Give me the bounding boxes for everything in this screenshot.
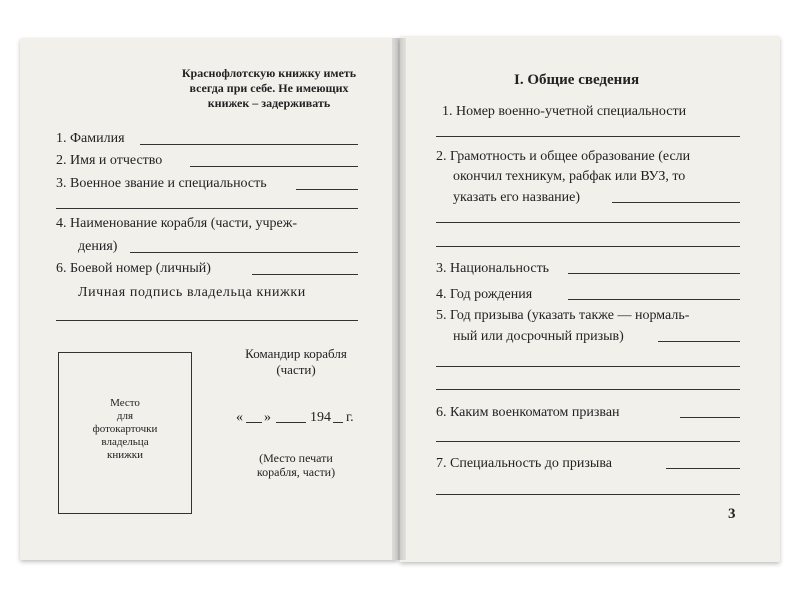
item-5-label-cont: ный или досрочный призыв)	[453, 329, 624, 344]
date-month-line[interactable]	[276, 422, 306, 423]
item-1-label: 1. Номер военно-учетной специальности	[442, 104, 687, 119]
field-name-label: 2. Имя и отчество	[56, 153, 163, 168]
photo-caption-4: владельца	[101, 436, 149, 448]
date-close-quote: »	[264, 410, 271, 425]
item-2-label-cont2: указать его название)	[453, 190, 581, 205]
page-number: 3	[728, 506, 736, 522]
book-spine	[392, 38, 406, 560]
item-6-line-2[interactable]	[436, 441, 740, 442]
signature-line[interactable]	[56, 320, 358, 321]
item-3-line[interactable]	[568, 273, 740, 274]
item-2-label-cont: окончил техникум, рабфак или ВУЗ, то	[453, 169, 686, 184]
item-6-label: 6. Каким военкоматом призван	[436, 405, 620, 420]
commander-line-2: (части)	[276, 362, 316, 377]
field-surname-line[interactable]	[140, 144, 358, 145]
photo-caption-5: книжки	[107, 449, 143, 461]
item-2-line[interactable]	[612, 202, 740, 203]
item-7-label: 7. Специальность до призыва	[436, 456, 612, 471]
field-rank-line-2[interactable]	[56, 208, 358, 209]
photo-box	[58, 352, 192, 514]
item-3-label: 3. Национальность	[436, 261, 550, 276]
item-5-label: 5. Год призыва (указать также — нормаль-	[436, 308, 690, 323]
commander-line-1: Командир корабля	[245, 346, 347, 361]
item-6-line[interactable]	[680, 417, 740, 418]
photo-caption-1: Место	[110, 397, 140, 409]
signature-label: Личная подпись владельца книжки	[78, 285, 306, 300]
item-2-label: 2. Грамотность и общее образование (если	[436, 149, 691, 164]
date-year: 194	[310, 410, 331, 425]
date-day-line[interactable]	[246, 422, 262, 423]
field-ship-label: 4. Наименование корабля (части, учреж-	[56, 216, 298, 231]
field-surname-label: 1. Фамилия	[56, 131, 125, 146]
date-suffix: г.	[346, 410, 354, 425]
item-1-line[interactable]	[436, 136, 740, 137]
field-ship-label-cont: дения)	[78, 239, 118, 254]
item-4-line[interactable]	[568, 299, 740, 300]
header-line-1: Краснофлотскую книжку иметь	[181, 66, 357, 80]
item-2-line-2[interactable]	[436, 222, 740, 223]
item-5-line-3[interactable]	[436, 389, 740, 390]
item-5-line-2[interactable]	[436, 366, 740, 367]
photo-caption-3: фотокарточки	[92, 423, 158, 435]
item-7-line[interactable]	[666, 468, 740, 469]
item-4-label: 4. Год рождения	[436, 287, 533, 302]
field-rank-line[interactable]	[296, 189, 358, 190]
field-name-line[interactable]	[190, 166, 358, 167]
field-rank-label: 3. Военное звание и специальность	[56, 176, 267, 191]
header-line-3: книжек – задерживать	[207, 96, 331, 110]
item-7-line-2[interactable]	[436, 494, 740, 495]
section-title: I. Общие сведения	[514, 72, 640, 88]
field-combat-label: 6. Боевой номер (личный)	[56, 261, 211, 276]
item-5-line[interactable]	[658, 341, 740, 342]
date-open-quote: «	[236, 410, 243, 425]
stamp-line-2: корабля, части)	[256, 465, 336, 479]
stamp-line-1: (Место печати	[259, 451, 333, 465]
field-combat-line[interactable]	[252, 274, 358, 275]
field-ship-line[interactable]	[130, 252, 358, 253]
header-line-2: всегда при себе. Не имеющих	[189, 81, 349, 95]
photo-caption-2: для	[116, 410, 134, 422]
date-year-line[interactable]	[333, 422, 343, 423]
item-2-line-3[interactable]	[436, 246, 740, 247]
